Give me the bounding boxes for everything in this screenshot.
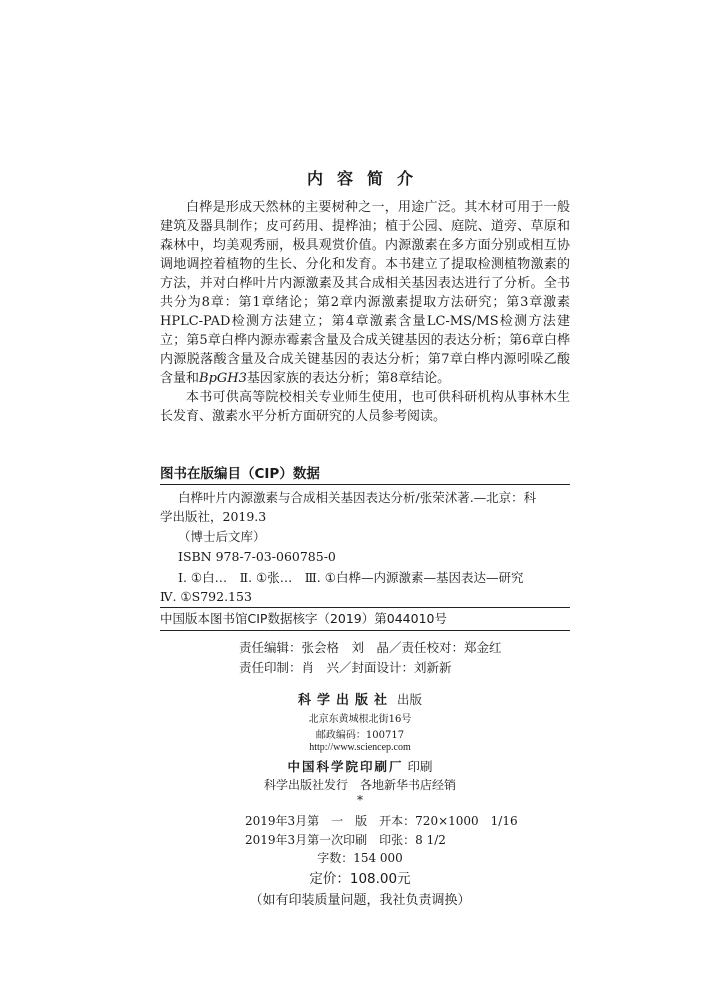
edition-info: 2019年3月第 一 版 开本：720×1000 1/16 xyxy=(245,814,518,828)
cip-isbn: ISBN 978-7-03-060785-0 xyxy=(178,549,336,564)
credits-editors: 责任编辑：张会格 刘 晶／责任校对：郑金红 xyxy=(239,640,502,655)
word-count: 字数：154 000 xyxy=(317,851,403,865)
publisher-address: 北京东黄城根北街16号 xyxy=(308,714,412,725)
section-title: 内容简介 xyxy=(306,169,427,188)
printer-action: 印刷 xyxy=(407,759,433,774)
cip-classification: Ⅰ. ①白… Ⅱ. ①张… Ⅲ. ①白桦—内源激素—基因表达—研究 xyxy=(178,570,524,585)
summary-text xyxy=(160,198,570,426)
printer-name: 中国科学院印刷厂 xyxy=(287,759,404,774)
credits-print: 责任印制：肖 兴／封面设计：刘新新 xyxy=(239,660,452,675)
cip-classification-cont: Ⅳ. ①S792.153 xyxy=(160,589,252,604)
summary-paragraph-1: 白桦是形成天然林的主要树种之一，用途广泛。其木材可用于一般建筑及器具制作；皮可药用、提桦油；植于公园、庭院、道旁、草原和森林中，均美观秀丽，极具观赏价值。内源激素在多方面分别或相互协调地调控着植物的生长、分化和发育。本书建立了提取检测植物激素的方法，并对白桦叶片内源激素及其合成相关基因表达进行了分析。全书共分为8章：第1章绪论；第2章内源激素提取方法研究；第3章激素HPLC-PAD检测方法建立；第4章激素含量LC-MS/MS检测方法建立；第5章白桦内源赤霉素含量及合成关键基因的表达分析；第6章白桦内源脱落酸含量及合成关键基因的表达分析；第7章白桦内源吲哚乙酸含量和BpGH3基因家族的表达分析；第8章结论。 xyxy=(160,200,570,386)
cip-series: （博士后文库） xyxy=(178,529,266,544)
cip-heading: 图书在版编目（CIP）数据 xyxy=(160,466,320,482)
cip-book-line-cont: 学出版社，2019.3 xyxy=(160,509,267,524)
cip-top-rule xyxy=(160,484,570,485)
publisher-name: 科学出版社 xyxy=(297,693,393,708)
cip-middle-rule xyxy=(160,607,570,608)
cip-verification: 中国版本图书馆CIP数据核字（2019）第044010号 xyxy=(160,611,447,626)
publisher-url: http://www.sciencep.com xyxy=(309,742,411,753)
printing-info: 2019年3月第一次印刷 印张：8 1/2 xyxy=(245,833,446,847)
publisher-postcode: 邮政编码：100717 xyxy=(315,730,405,741)
price: 定价：108.00元 xyxy=(309,871,411,887)
publisher-action: 出版 xyxy=(396,692,422,707)
separator-star: * xyxy=(357,793,363,807)
cip-book-line: 白桦叶片内源激素与合成相关基因表达分析/张荣沭著.—北京：科 xyxy=(178,490,537,505)
publisher-line xyxy=(0,689,720,708)
quality-notice: （如有印装质量问题，我社负责调换） xyxy=(249,893,471,908)
summary-paragraph-2: 本书可供高等院校相关专业师生使用，也可供科研机构从事林木生长发育、激素水平分析方面研究的人员参考阅读。 xyxy=(160,390,570,424)
distribution: 科学出版社发行 各地新华书店经销 xyxy=(263,778,456,792)
printer-line xyxy=(0,757,720,775)
cip-bottom-rule xyxy=(160,630,570,631)
